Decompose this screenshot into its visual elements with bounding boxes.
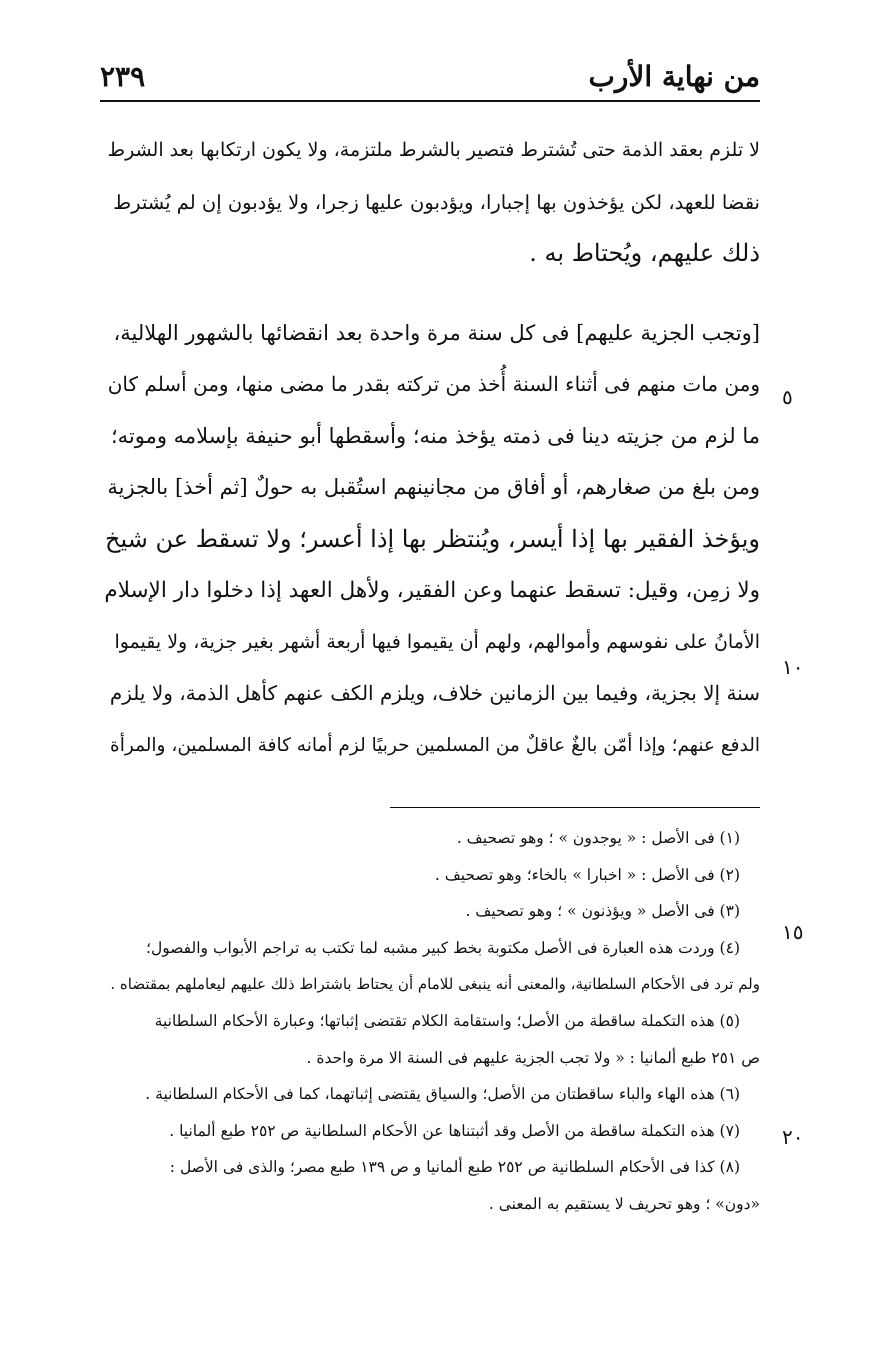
text-line: الأمانُ على نفوسهم وأموالهم، ولهم أن يقيموا فيها أربعة أشهر بغير جزية، ولا يقيموا xyxy=(114,630,760,653)
line-number: ٥ xyxy=(782,385,793,409)
footnote: (٤) وردت هذه العبارة فى الأصل مكتوبة بخط كبير مشبه لما تكتب به تراجم الأبواب والفصول؛ xyxy=(146,938,740,957)
text-line: ذلك عليهم، ويُحتاط به . xyxy=(529,239,760,267)
footnotes xyxy=(100,820,760,1223)
footnote: (٢) فى الأصل : « اخبارا » بالخاء؛ وهو تصحيف . xyxy=(434,865,740,884)
footnote-separator xyxy=(390,807,760,808)
text-line: لا تلزم بعقد الذمة حتى تُشترط فتصير بالشرط ملتزمة، ولا يكون ارتكابها بعد الشرط xyxy=(107,139,760,161)
text-line: [وتجب الجزية عليهم] فى كل سنة مرة واحدة بعد انقضائها بالشهور الهلالية، xyxy=(113,320,760,345)
text-line: ومن مات منهم فى أثناء السنة أُخذ من تركته بقدر ما مضى منها، ومن أسلم كان xyxy=(107,372,760,396)
footnote-continuation: ص ٢٥١ طبع ألمانيا : « ولا تجب الجزية عليهم فى السنة الا مرة واحدة . xyxy=(306,1048,760,1067)
text-line: سنة إلا بجزية، وفيما بين الزمانين خلاف، ويلزم الكف عنهم كأهل الذمة، ولا يلزم xyxy=(109,681,760,705)
footnote: (١) فى الأصل : « يوجدون » ؛ وهو تصحيف . xyxy=(456,829,740,847)
footnote: (٦) هذه الهاء والباء ساقطتان من الأصل؛ والسياق يقتضى إثباتهما، كما فى الأحكام السلطانية . xyxy=(145,1085,740,1104)
line-number: ٢٠ xyxy=(782,1125,804,1149)
text-line: نقضا للعهد، لكن يؤخذون بها إجبارا، ويؤدبون عليها زجرا، ولا يؤدبون إن لم يُشترط xyxy=(113,190,760,214)
footnote-continuation: «دون» ؛ وهو تحريف لا يستقيم به المعنى . xyxy=(488,1194,760,1213)
text-line: ويؤخذ الفقير بها إذا أيسر، ويُنتظر بها إذا أعسر؛ ولا تسقط عن شيخ xyxy=(105,524,760,553)
footnote: (٥) هذه التكملة ساقطة من الأصل؛ واستقامة الكلام تقتضى إثباتها؛ وعبارة الأحكام السلطانية xyxy=(154,1011,740,1030)
text-line: الدفع عنهم؛ وإذا أمّن بالغٌ عاقلٌ من المسلمين حربيًا لزم أمانه كافة المسلمين، والمرأة xyxy=(110,734,760,756)
text-line: ما لزم من جزيته دينا فى ذمته يؤخذ منه؛ وأسقطها أبو حنيفة بإسلامه وموته؛ xyxy=(110,423,760,448)
line-number: ١٥ xyxy=(782,920,804,944)
line-number: ١٠ xyxy=(782,655,804,679)
text-line: ولا زمِن، وقيل: تسقط عنهما وعن الفقير، ولأهل العهد إذا دخلوا دار الإسلام xyxy=(104,578,760,603)
main-text xyxy=(100,125,760,771)
footnote-continuation: ولم ترد فى الأحكام السلطانية، والمعنى أنه ينبغى للامام أن يحتاط باشتراط ذلك عليهم ليعاملهم بمقتضاه . xyxy=(110,975,760,994)
text-line: ومن بلغ من صغارهم، أو أفاق من مجانينهم استُقبل به حولٌ [ثم أخذ] بالجزية xyxy=(107,475,760,499)
footnote: (٣) فى الأصل « ويؤذنون » ؛ وهو تصحيف . xyxy=(465,902,740,921)
footnote: (٨) كذا فى الأحكام السلطانية ص ٢٥٢ طبع ألمانيا و ص ١٣٩ طبع مصر؛ والذى فى الأصل : xyxy=(169,1158,740,1177)
page-number: ٢٣٩ xyxy=(100,59,146,93)
footnote: (٧) هذه التكملة ساقطة من الأصل وقد أثبتناها عن الأحكام السلطانية ص ٢٥٢ طبع ألمانيا . xyxy=(169,1121,740,1140)
page-header xyxy=(100,52,760,102)
running-title: من نهاية الأرب xyxy=(588,59,760,93)
